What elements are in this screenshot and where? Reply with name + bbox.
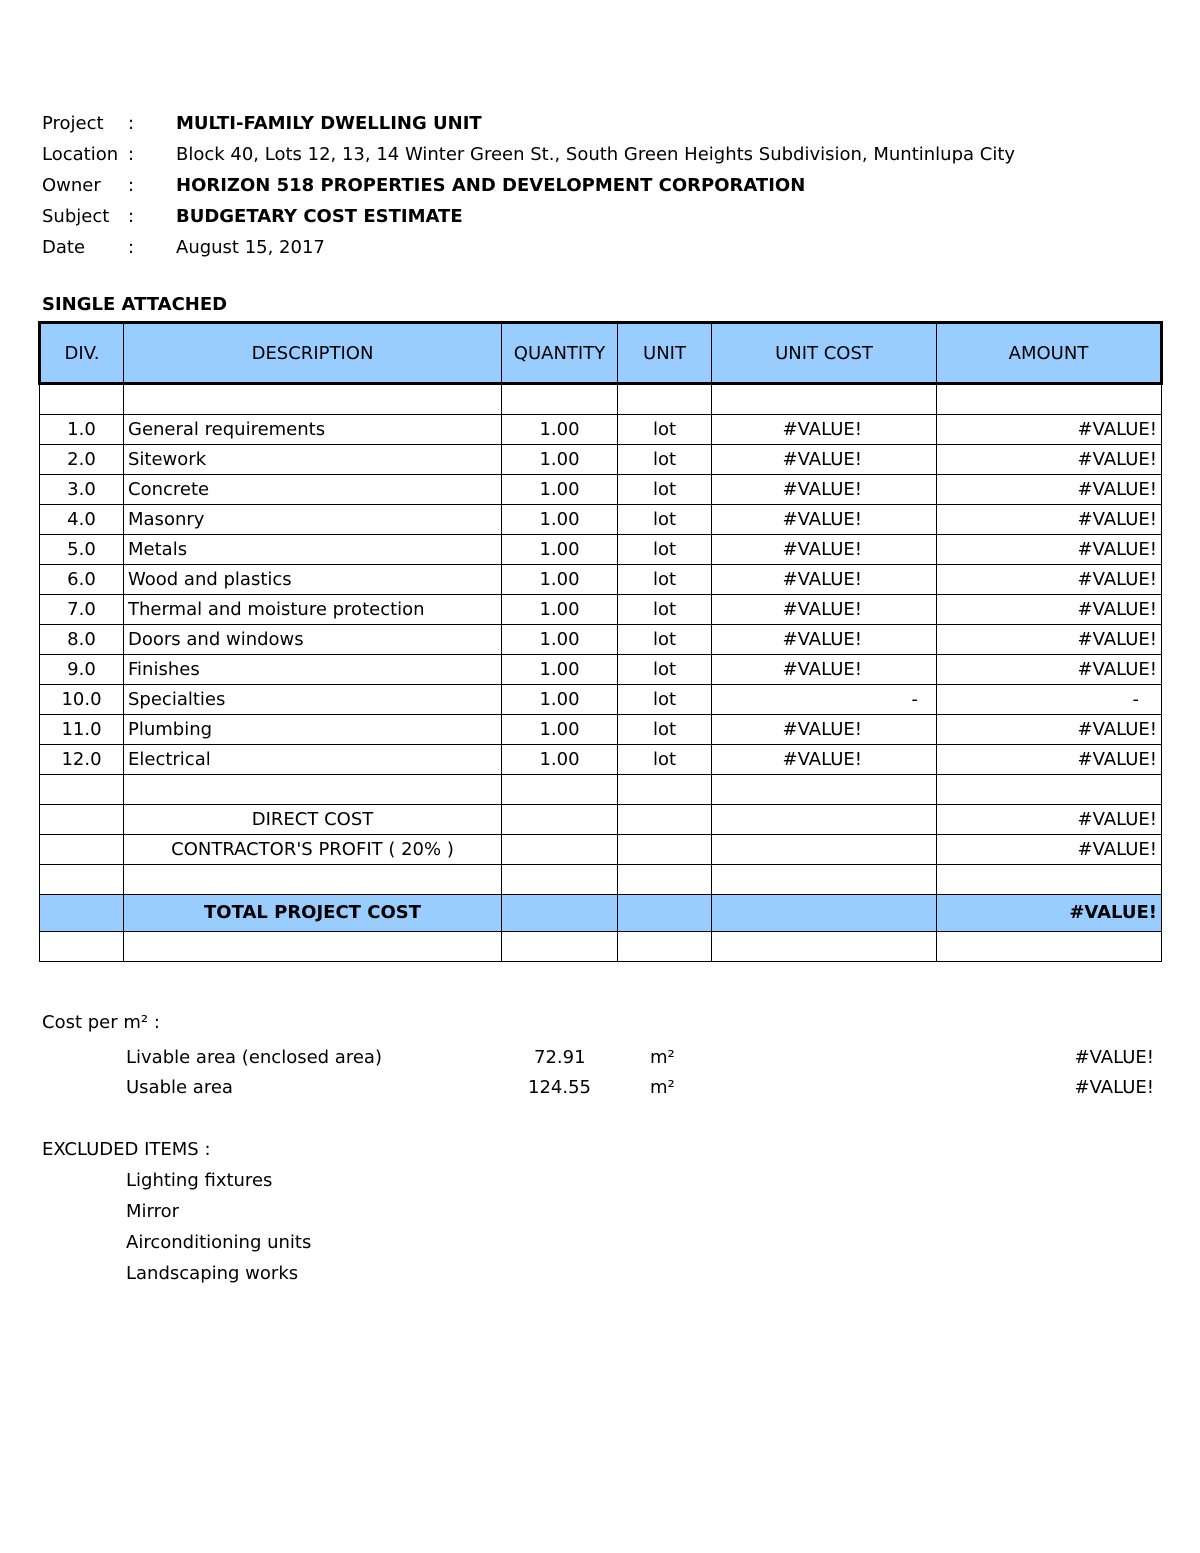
quantity-cell: 1.00 (502, 655, 618, 685)
unit-cell: lot (618, 685, 712, 715)
description-cell: General requirements (124, 415, 502, 445)
table-row (40, 475, 1162, 505)
amount-cell: #VALUE! (937, 715, 1162, 745)
cost-per-title: Cost per m² : (42, 1012, 160, 1033)
table-row (40, 565, 1162, 595)
spacer-row (40, 384, 1162, 415)
description-cell: Plumbing (124, 715, 502, 745)
total-amount: #VALUE! (937, 895, 1162, 932)
excluded-title: EXCLUDED ITEMS : (42, 1139, 211, 1160)
table-row (40, 685, 1162, 715)
table-row (40, 715, 1162, 745)
unit-cell: lot (618, 505, 712, 535)
amount-cell: #VALUE! (937, 415, 1162, 445)
total-row (40, 895, 1162, 932)
col-header-description: DESCRIPTION (124, 323, 502, 384)
spacer-row (40, 865, 1162, 895)
col-header-unit-cost: UNIT COST (712, 323, 937, 384)
area-label: Livable area (enclosed area) (126, 1047, 382, 1068)
date-value: August 15, 2017 (176, 237, 325, 258)
col-header-amount: AMOUNT (937, 323, 1162, 384)
unit-cell: lot (618, 415, 712, 445)
spacer-row (40, 932, 1162, 962)
col-header-unit: UNIT (618, 323, 712, 384)
unit-cell: lot (618, 745, 712, 775)
unit-cost-cell: #VALUE! (712, 745, 937, 775)
direct-cost-label: DIRECT COST (124, 805, 502, 835)
colon: : (128, 113, 135, 134)
owner-label: Owner (42, 175, 101, 196)
location-row (42, 139, 1015, 170)
div-cell: 10.0 (40, 685, 124, 715)
colon: : (128, 144, 135, 165)
quantity-cell: 1.00 (502, 475, 618, 505)
div-cell: 1.0 (40, 415, 124, 445)
amount-cell: #VALUE! (937, 745, 1162, 775)
table-row (40, 595, 1162, 625)
unit-cost-cell: - (712, 685, 937, 715)
quantity-cell: 1.00 (502, 505, 618, 535)
usable-area-row (0, 1072, 1200, 1103)
unit-cell: lot (618, 715, 712, 745)
div-cell: 6.0 (40, 565, 124, 595)
spacer-row (40, 775, 1162, 805)
unit-cell: lot (618, 445, 712, 475)
amount-cell: #VALUE! (937, 655, 1162, 685)
quantity-cell: 1.00 (502, 715, 618, 745)
div-cell: 11.0 (40, 715, 124, 745)
area-label: Usable area (126, 1077, 233, 1098)
description-cell: Thermal and moisture protection (124, 595, 502, 625)
div-cell: 12.0 (40, 745, 124, 775)
subject-value: BUDGETARY COST ESTIMATE (176, 206, 463, 227)
project-header (42, 108, 1015, 263)
amount-cell: #VALUE! (937, 535, 1162, 565)
unit-cell: lot (618, 475, 712, 505)
profit-amount: #VALUE! (937, 835, 1162, 865)
table-row (40, 445, 1162, 475)
project-row (42, 108, 1015, 139)
col-header-div: DIV. (40, 323, 124, 384)
estimate-table (38, 321, 1163, 962)
amount-cell: #VALUE! (937, 475, 1162, 505)
location-value: Block 40, Lots 12, 13, 14 Winter Green St., South Green Heights Subdivision, Muntinlupa City (176, 144, 1016, 165)
date-label: Date (42, 237, 86, 258)
div-cell: 9.0 (40, 655, 124, 685)
amount-cell: #VALUE! (937, 445, 1162, 475)
list-item: Lighting fixtures (126, 1170, 273, 1191)
unit-cost-cell: #VALUE! (712, 655, 937, 685)
div-cell: 2.0 (40, 445, 124, 475)
description-cell: Doors and windows (124, 625, 502, 655)
unit-cost-cell: #VALUE! (712, 565, 937, 595)
subject-label: Subject (42, 206, 110, 227)
direct-cost-row (40, 805, 1162, 835)
unit-cost-cell: #VALUE! (712, 415, 937, 445)
project-label: Project (42, 113, 104, 134)
list-item: Airconditioning units (126, 1232, 312, 1253)
amount-cell: #VALUE! (937, 505, 1162, 535)
location-label: Location (42, 144, 119, 165)
amount-cell: #VALUE! (937, 565, 1162, 595)
amount-cell: - (937, 685, 1162, 715)
livable-area-row (0, 1042, 1200, 1073)
description-cell: Specialties (124, 685, 502, 715)
quantity-cell: 1.00 (502, 745, 618, 775)
description-cell: Finishes (124, 655, 502, 685)
quantity-cell: 1.00 (502, 685, 618, 715)
description-cell: Sitework (124, 445, 502, 475)
div-cell: 8.0 (40, 625, 124, 655)
colon: : (128, 175, 135, 196)
date-row (42, 232, 1015, 263)
div-cell: 7.0 (40, 595, 124, 625)
table-row (40, 415, 1162, 445)
direct-cost-amount: #VALUE! (937, 805, 1162, 835)
quantity-cell: 1.00 (502, 415, 618, 445)
unit-cell: lot (618, 625, 712, 655)
table-row (40, 655, 1162, 685)
profit-label: CONTRACTOR'S PROFIT ( 20% ) (124, 835, 502, 865)
table-row (40, 625, 1162, 655)
quantity-cell: 1.00 (502, 535, 618, 565)
div-cell: 3.0 (40, 475, 124, 505)
list-item: Landscaping works (126, 1263, 299, 1284)
description-cell: Wood and plastics (124, 565, 502, 595)
quantity-cell: 1.00 (502, 595, 618, 625)
subject-row (42, 201, 1015, 232)
colon: : (128, 237, 135, 258)
description-cell: Electrical (124, 745, 502, 775)
total-label: TOTAL PROJECT COST (124, 895, 502, 932)
description-cell: Concrete (124, 475, 502, 505)
table-row (40, 505, 1162, 535)
table-row (40, 745, 1162, 775)
area-value: 124.55 (528, 1077, 591, 1098)
col-header-quantity: QUANTITY (502, 323, 618, 384)
unit-cost-cell: #VALUE! (712, 535, 937, 565)
amount-cell: #VALUE! (937, 595, 1162, 625)
div-cell: 5.0 (40, 535, 124, 565)
unit-cost-cell: #VALUE! (712, 505, 937, 535)
description-cell: Metals (124, 535, 502, 565)
unit-cost-cell: #VALUE! (712, 445, 937, 475)
unit-cell: lot (618, 655, 712, 685)
section-title: SINGLE ATTACHED (42, 294, 228, 315)
table-header-row (40, 323, 1162, 384)
colon: : (128, 206, 135, 227)
project-value: MULTI-FAMILY DWELLING UNIT (176, 113, 482, 134)
area-unit: m² (650, 1047, 675, 1068)
unit-cost-cell: #VALUE! (712, 475, 937, 505)
area-value: 72.91 (534, 1047, 586, 1068)
unit-cost-cell: #VALUE! (712, 595, 937, 625)
area-amount: #VALUE! (1074, 1047, 1154, 1068)
excluded-items (42, 1134, 311, 1289)
description-cell: Masonry (124, 505, 502, 535)
area-amount: #VALUE! (1074, 1077, 1154, 1098)
quantity-cell: 1.00 (502, 565, 618, 595)
div-cell: 4.0 (40, 505, 124, 535)
profit-row (40, 835, 1162, 865)
quantity-cell: 1.00 (502, 445, 618, 475)
unit-cost-cell: #VALUE! (712, 625, 937, 655)
amount-cell: #VALUE! (937, 625, 1162, 655)
unit-cell: lot (618, 535, 712, 565)
list-item: Mirror (126, 1201, 180, 1222)
unit-cell: lot (618, 595, 712, 625)
owner-row (42, 170, 1015, 201)
area-unit: m² (650, 1077, 675, 1098)
unit-cost-cell: #VALUE! (712, 715, 937, 745)
unit-cell: lot (618, 565, 712, 595)
owner-value: HORIZON 518 PROPERTIES AND DEVELOPMENT CORPORATION (176, 175, 806, 196)
quantity-cell: 1.00 (502, 625, 618, 655)
table-row (40, 535, 1162, 565)
